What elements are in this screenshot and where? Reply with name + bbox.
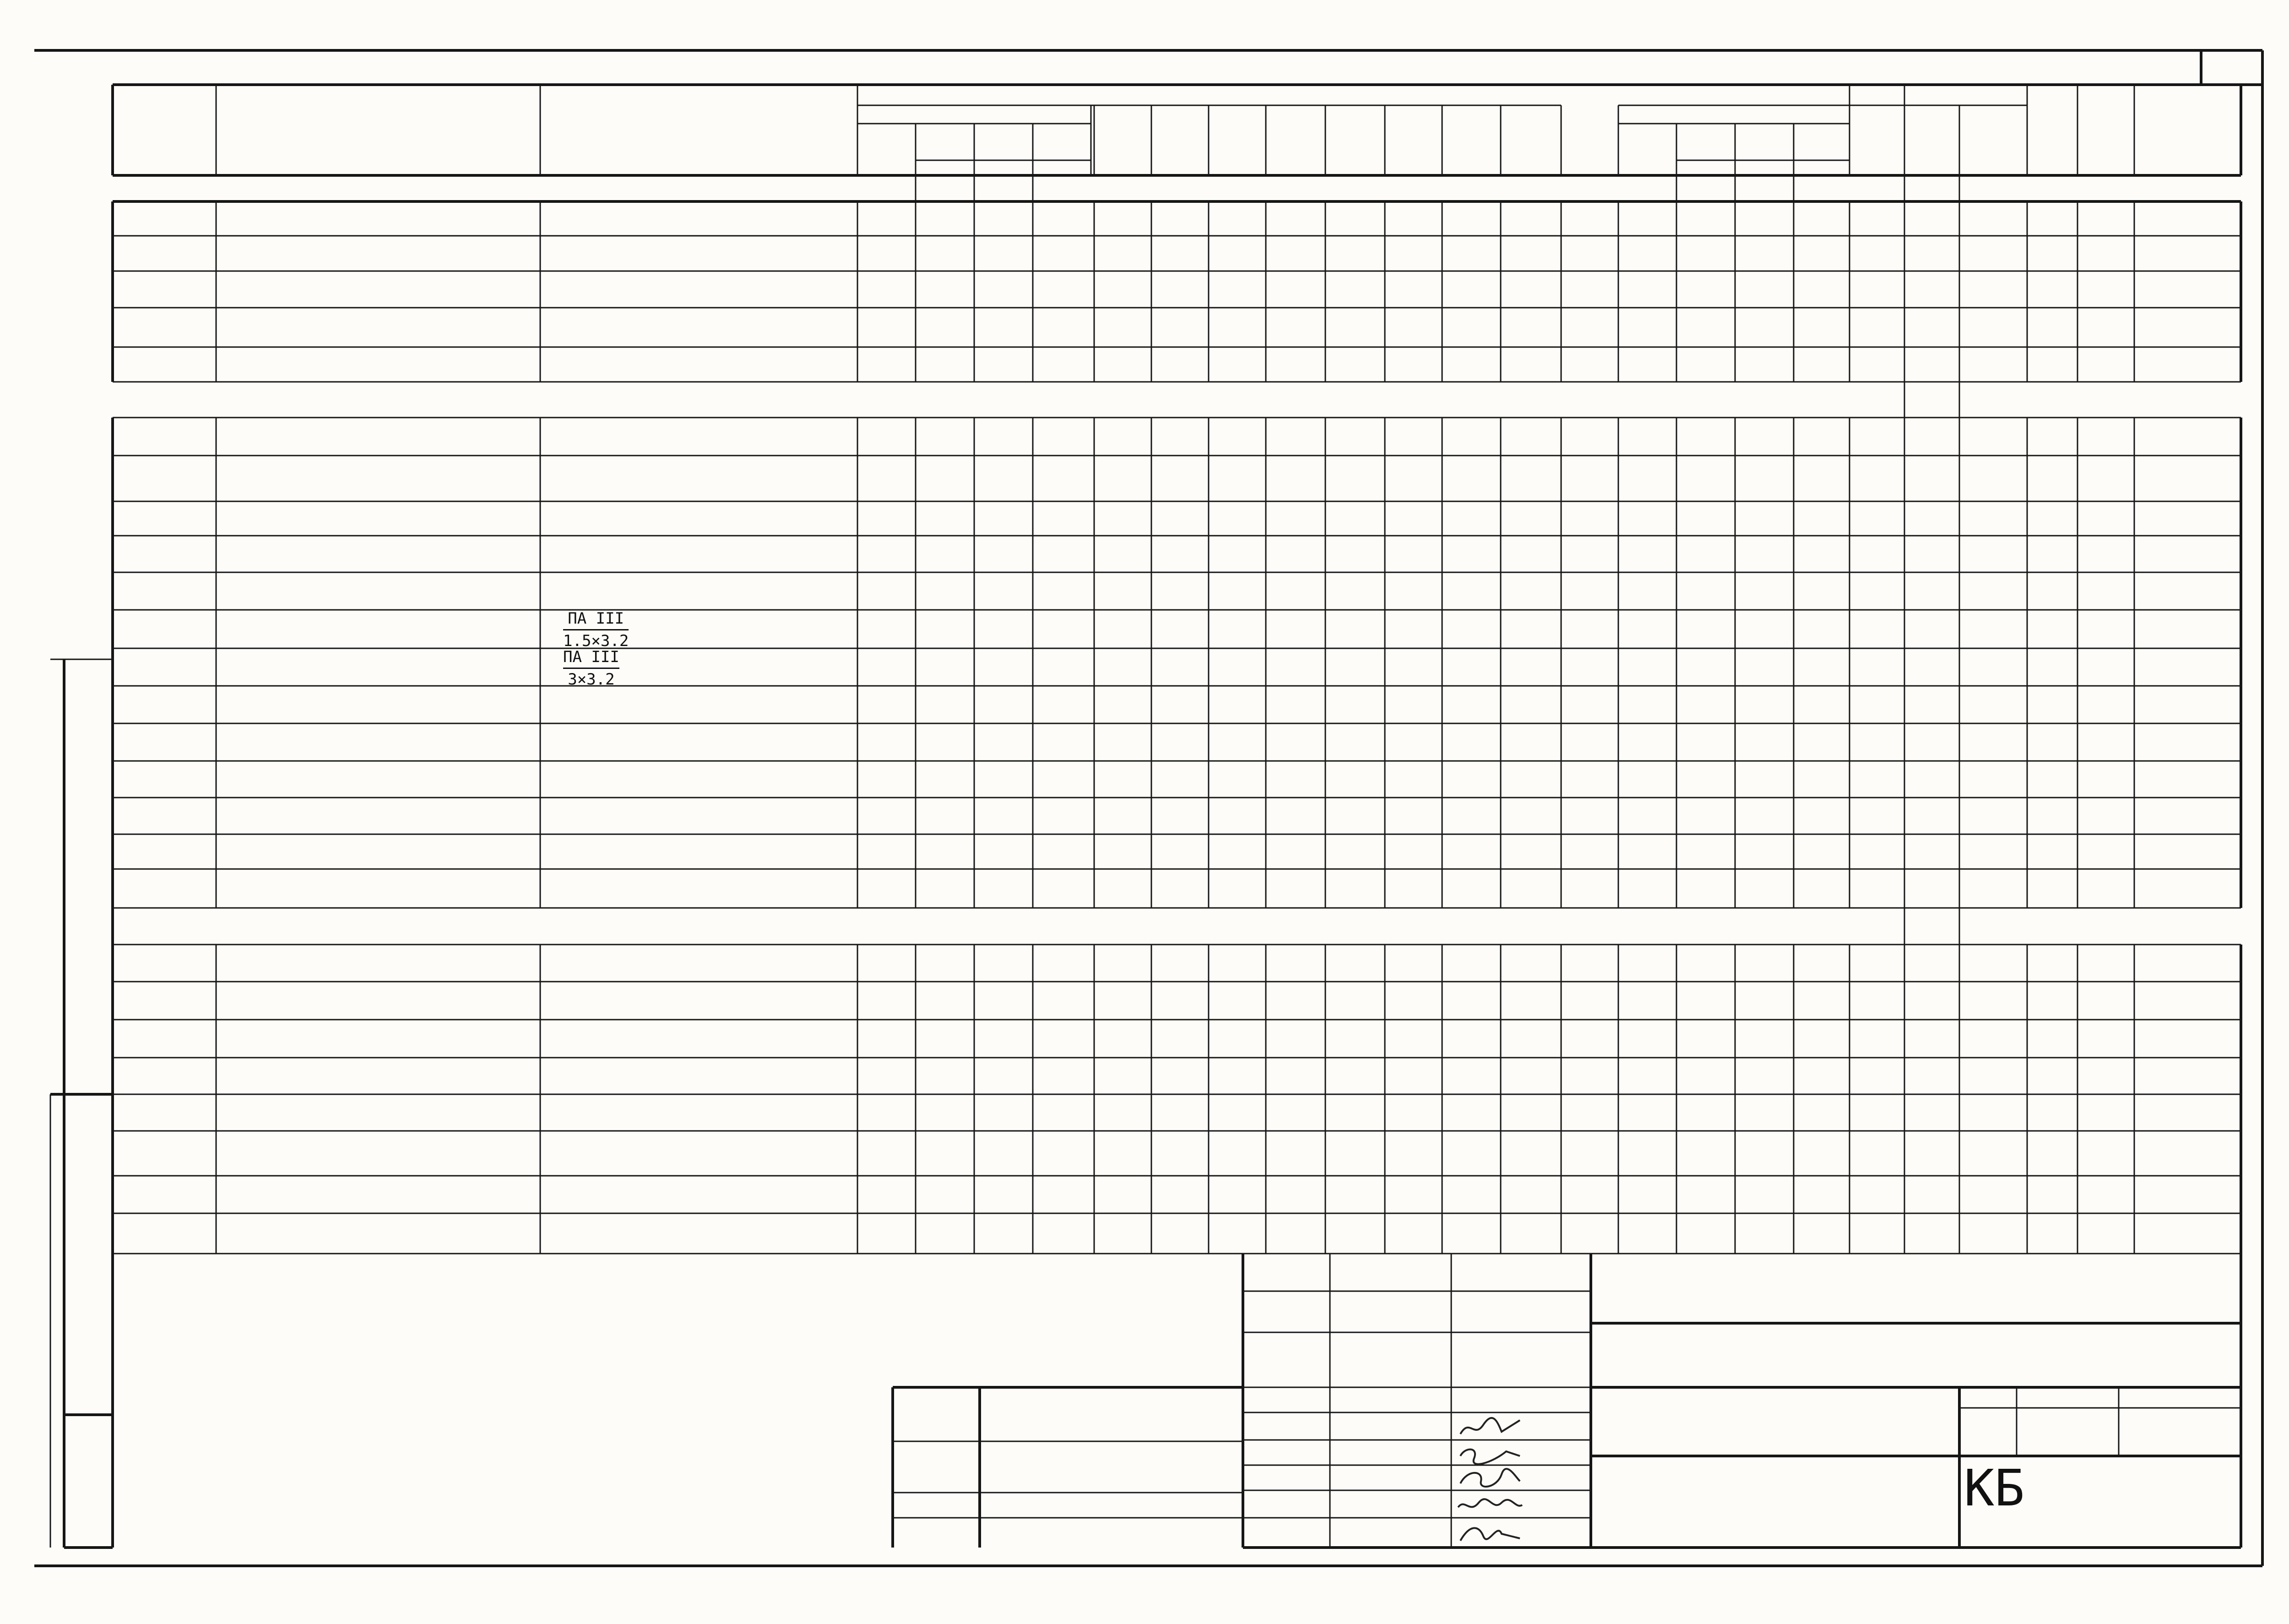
organization-logo: КБ bbox=[1964, 1459, 2025, 1517]
fraction-numerator: ПА III bbox=[563, 649, 619, 669]
row-name-fraction bbox=[563, 611, 629, 649]
fraction-numerator: ПА III bbox=[563, 611, 629, 630]
handwritten-signature bbox=[1456, 1442, 1524, 1467]
handwritten-signature bbox=[1456, 1494, 1524, 1519]
fraction-denominator: 1.5×3.2 bbox=[563, 632, 629, 650]
handwritten-signature bbox=[1456, 1467, 1524, 1493]
handwritten-signature bbox=[1456, 1416, 1524, 1441]
row-name-fraction bbox=[563, 649, 619, 687]
fraction-denominator: 3×3.2 bbox=[568, 670, 615, 689]
handwritten-signature bbox=[1456, 1520, 1524, 1545]
